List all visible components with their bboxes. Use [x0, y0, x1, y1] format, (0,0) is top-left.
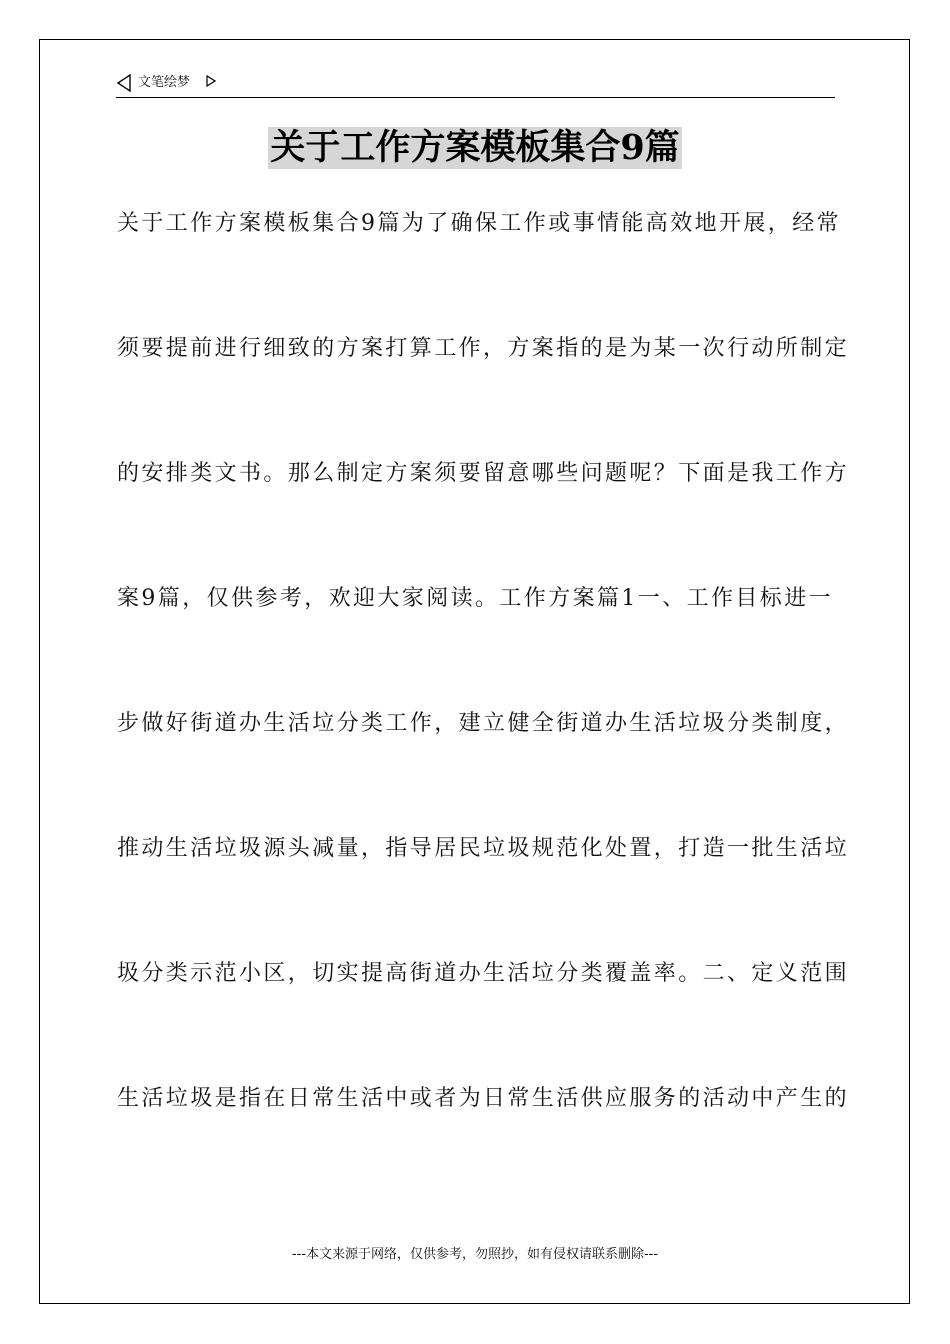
- document-body: [117, 204, 850, 1204]
- page-footer: ---本文来源于网络，仅供参考，勿照抄，如有侵权请联系删除---: [291, 1247, 659, 1262]
- page-header: [116, 72, 835, 98]
- body-line-7: 圾分类示范小区，切实提高街道办生活垃分类覆盖率。二、定义范围: [117, 961, 850, 986]
- body-line-1: 关于工作方案模板集合9篇为了确保工作或事情能高效地开展，经常: [117, 211, 841, 236]
- body-line-4: 案9篇，仅供参考，欢迎大家阅读。工作方案篇1一、工作目标进一: [117, 586, 833, 611]
- body-line-3: 的安排类文书。那么制定方案须要留意哪些问题呢？下面是我工作方: [117, 461, 850, 486]
- body-line-6: 推动生活垃圾源头减量，指导居民垃圾规范化处置，打造一批生活垃: [117, 836, 850, 861]
- body-line-2: 须要提前进行细致的方案打算工作，方案指的是为某一次行动所制定: [117, 336, 850, 361]
- body-line-8: 生活垃圾是指在日常生活中或者为日常生活供应服务的活动中产生的: [117, 1086, 850, 1111]
- title-container: [0, 127, 950, 169]
- body-line-5: 步做好街道办生活垃分类工作，建立健全街道办生活垃圾分类制度，: [117, 711, 850, 736]
- document-title: 关于工作方案模板集合9篇: [270, 127, 680, 168]
- triangle-left-icon: [116, 74, 132, 92]
- header-label: 文笔绘梦: [138, 75, 191, 90]
- triangle-right-icon: [206, 75, 216, 87]
